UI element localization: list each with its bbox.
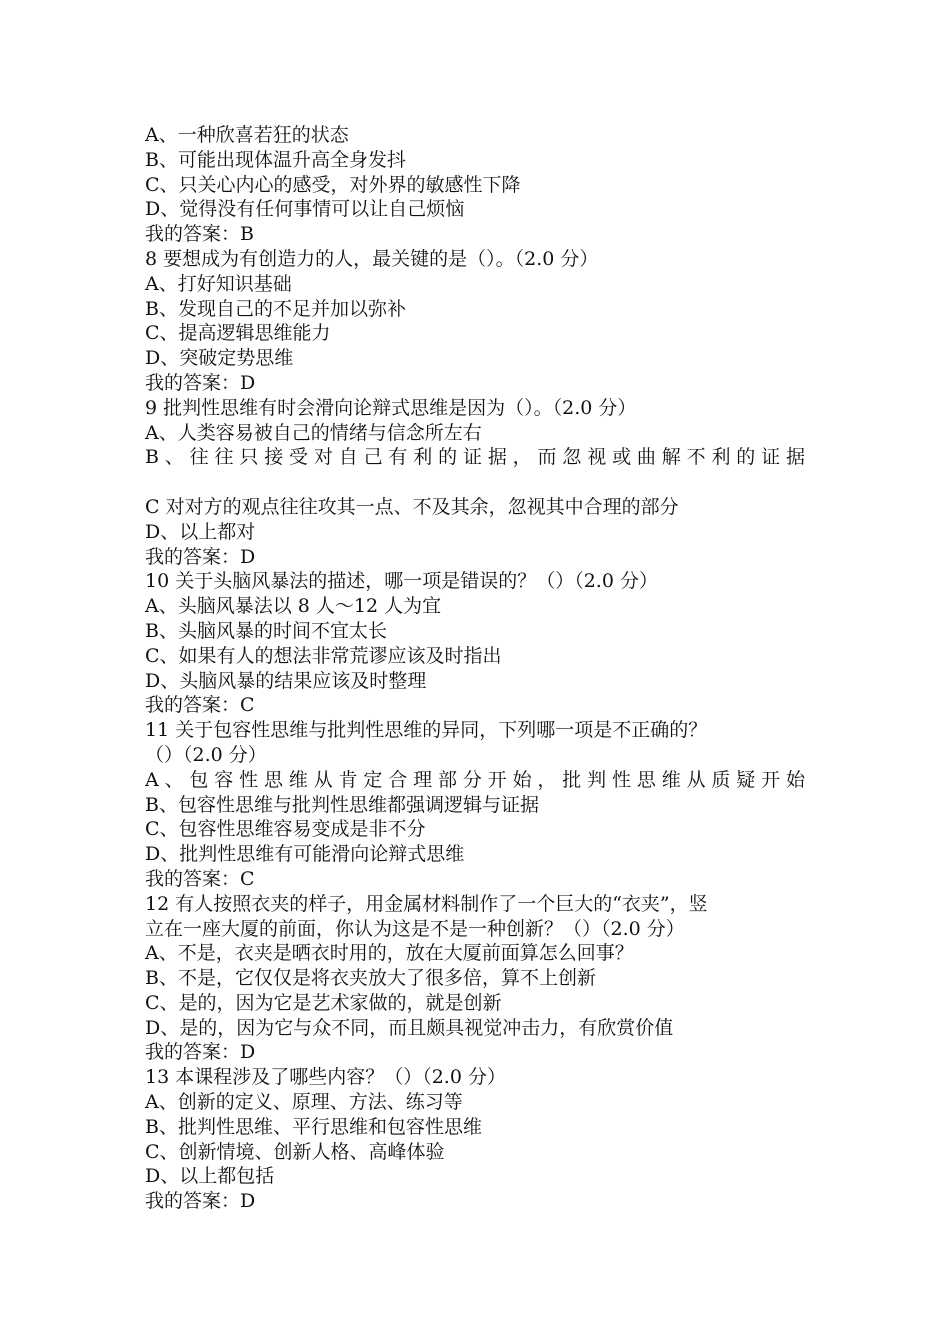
q7-answer: 我的答案：B — [145, 223, 254, 246]
q7-option-d: D、觉得没有任何事情可以让自己烦恼 — [145, 198, 465, 221]
q13-option-b: B、批判性思维、平行思维和包容性思维 — [145, 1115, 482, 1138]
q10-answer: 我的答案：C — [145, 694, 255, 717]
q9-question: 9 批判性思维有时会滑向论辩式思维是因为（）。（2.0 分） — [145, 396, 637, 419]
q12-question-line1: 12 有人按照衣夹的样子，用金属材料制作了一个巨大的“衣夹”，竖 — [145, 892, 708, 915]
q7-option-b: B、可能出现体温升高全身发抖 — [145, 148, 406, 171]
q13-option-c: C、创新情境、创新人格、高峰体验 — [145, 1140, 445, 1163]
q8-answer: 我的答案：D — [145, 371, 256, 394]
q8-option-c: C、提高逻辑思维能力 — [145, 322, 331, 345]
q10-option-c: C、如果有人的想法非常荒谬应该及时指出 — [145, 644, 502, 667]
q12-option-b: B、不是，它仅仅是将衣夹放大了很多倍，算不上创新 — [145, 967, 596, 990]
q9-option-a: A、人类容易被自己的情绪与信念所左右 — [145, 421, 482, 444]
q11-question-line2: （）（2.0 分） — [145, 743, 267, 766]
q11-option-a: A、包容性思维从肯定合理部分开始，批判性思维从质疑开始 — [145, 768, 805, 791]
q13-question: 13 本课程涉及了哪些内容？（）（2.0 分） — [145, 1066, 506, 1089]
q10-question: 10 关于头脑风暴法的描述，哪一项是错误的？（）（2.0 分） — [145, 570, 658, 593]
q10-option-b: B、头脑风暴的时间不宜太长 — [145, 619, 387, 642]
q9-option-d: D、以上都对 — [145, 520, 256, 543]
blank-line — [145, 470, 810, 495]
q7-option-c: C、只关心内心的感受，对外界的敏感性下降 — [145, 173, 521, 196]
quiz-content — [145, 123, 810, 1214]
q12-question-line2: 立在一座大厦的前面，你认为这是不是一种创新？（）（2.0 分） — [145, 917, 685, 940]
q12-option-a: A、不是，衣夹是晒衣时用的，放在大厦前面算怎么回事？ — [145, 942, 634, 965]
q11-option-d: D、批判性思维有可能滑向论辩式思维 — [145, 843, 465, 866]
q13-option-d: D、以上都包括 — [145, 1165, 275, 1188]
q10-option-d: D、头脑风暴的结果应该及时整理 — [145, 669, 427, 692]
q7-option-a: A、一种欣喜若狂的状态 — [145, 124, 349, 146]
q12-option-d: D、是的，因为它与众不同，而且颇具视觉冲击力，有欣赏价值 — [145, 1016, 674, 1039]
q11-answer: 我的答案：C — [145, 867, 255, 890]
q11-question-line1: 11 关于包容性思维与批判性思维的异同，下列哪一项是不正确的？ — [145, 719, 708, 742]
q8-question: 8 要想成为有创造力的人，最关键的是（）。（2.0 分） — [145, 247, 599, 270]
q10-option-a: A、头脑风暴法以 8 人～12 人为宜 — [145, 595, 442, 618]
q9-option-c: C 对对方的观点往往攻其一点、不及其余，忽视其中合理的部分 — [145, 495, 679, 518]
q11-option-b: B、包容性思维与批判性思维都强调逻辑与证据 — [145, 793, 539, 816]
q8-option-d: D、突破定势思维 — [145, 347, 294, 370]
q8-option-b: B、发现自己的不足并加以弥补 — [145, 297, 406, 320]
q9-answer: 我的答案：D — [145, 545, 256, 568]
q9-option-b: B、往往只接受对自己有利的证据，而忽视或曲解不利的证据 — [145, 446, 805, 469]
q12-answer: 我的答案：D — [145, 1041, 256, 1064]
q13-answer: 我的答案：D — [145, 1190, 256, 1213]
q12-option-c: C、是的，因为它是艺术家做的，就是创新 — [145, 991, 502, 1014]
q13-option-a: A、创新的定义、原理、方法、练习等 — [145, 1091, 463, 1114]
q11-option-c: C、包容性思维容易变成是非不分 — [145, 818, 426, 841]
q8-option-a: A、打好知识基础 — [145, 272, 292, 295]
